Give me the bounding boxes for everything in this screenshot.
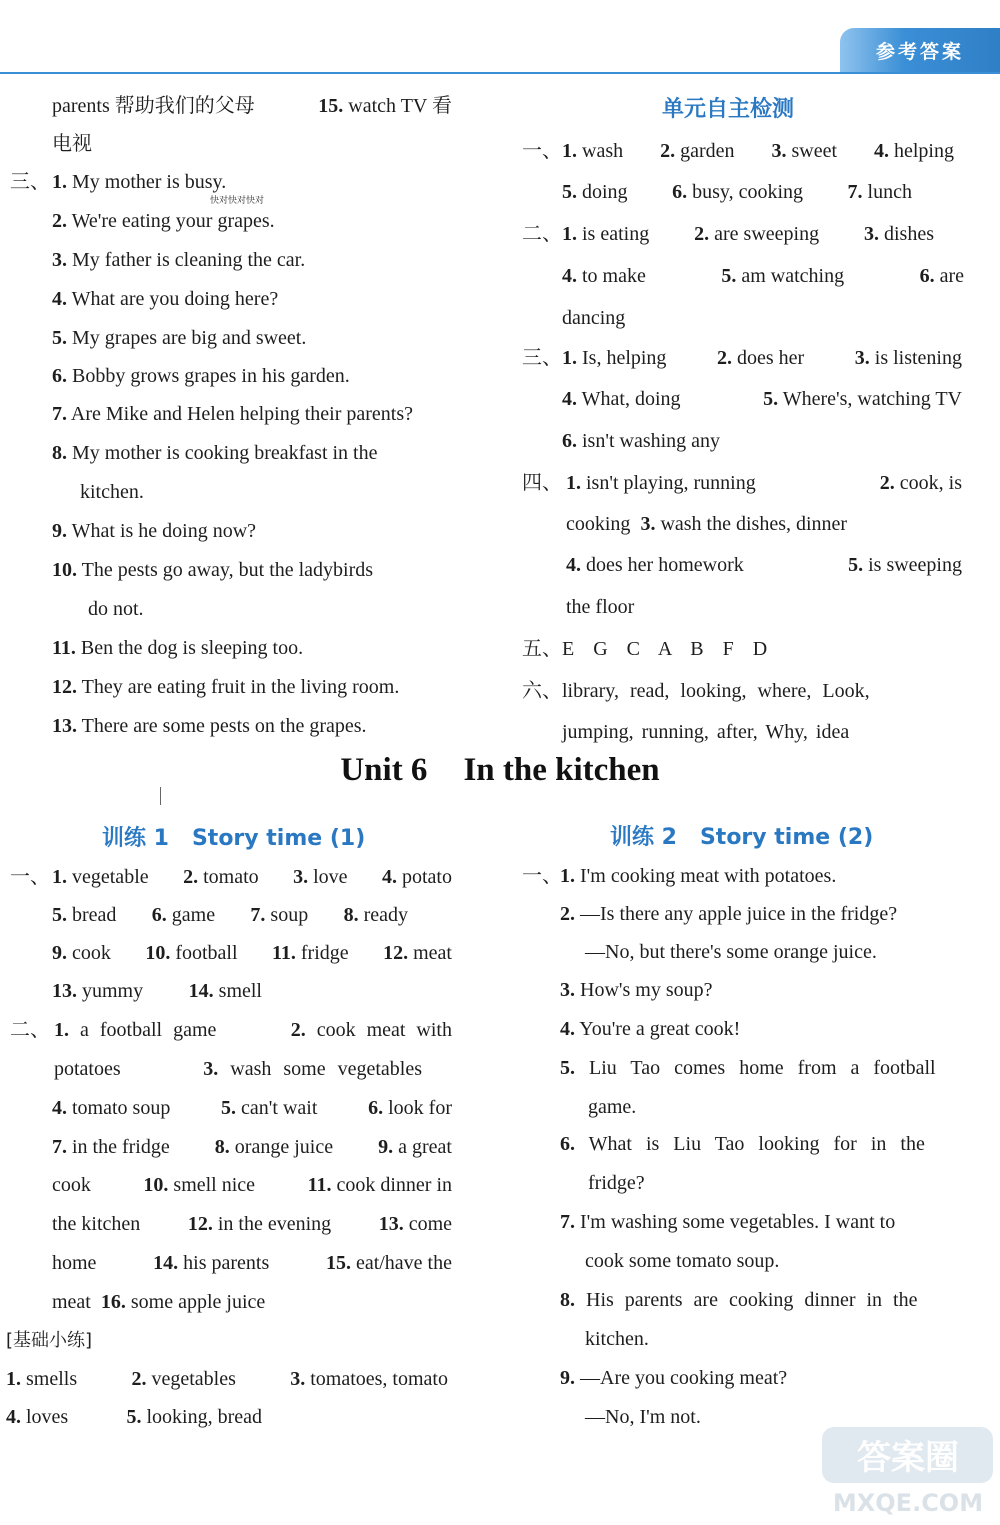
- left-item: 12. They are eating fruit in the living room.: [52, 676, 400, 698]
- unit-title: Unit 6 In the kitchen: [340, 752, 660, 788]
- training-1-heading: 训练 1 Story time (1): [102, 826, 366, 851]
- basic-practice-title: [基础小练]: [6, 1330, 93, 1351]
- right-item: 6. What is Liu Tao looking for in the: [560, 1133, 925, 1155]
- svg-text:答案圈: 答案圈: [857, 1438, 959, 1478]
- right-item: 1. I'm cooking meat with potatoes.: [560, 865, 837, 887]
- answer-row: 1. vegetable 2. tomato 3. love 4. potato: [52, 866, 452, 888]
- answer-row: 4. tomato soup 5. can't wait 6. look for: [52, 1097, 452, 1119]
- answer-row: meat 16. some apple juice: [52, 1291, 266, 1313]
- right-item-cont: game.: [588, 1096, 637, 1118]
- header-rule: [0, 72, 1000, 74]
- right-item: 9. —Are you cooking meat?: [560, 1367, 788, 1389]
- answer-row: 1. wash 2. garden 3. sweet 4. helping: [562, 140, 954, 162]
- right-item-cont: —No, but there's some orange juice.: [585, 941, 877, 963]
- left-line-1: parents 帮助我们的父母 15. watch TV 看: [52, 95, 452, 117]
- answer-row: the kitchen 12. in the evening 13. come: [52, 1213, 452, 1235]
- left-item-cont: do not.: [88, 598, 144, 620]
- answer-row: cook 10. smell nice 11. cook dinner in: [52, 1174, 452, 1196]
- right-item-cont: cook some tomato soup.: [585, 1250, 780, 1272]
- right-item: 3. How's my soup?: [560, 979, 713, 1001]
- answer-cont: the floor: [566, 596, 635, 618]
- left-item: 4. What are you doing here?: [52, 288, 279, 310]
- answer-row: 5. doing 6. busy, cooking 7. lunch: [562, 181, 912, 203]
- divider-tick: [160, 787, 161, 805]
- answer-row: cooking 3. wash the dishes, dinner: [566, 513, 848, 535]
- left-item: 5. My grapes are big and sweet.: [52, 327, 307, 349]
- training-2-heading: 训练 2 Story time (2): [610, 825, 874, 850]
- section-label-2: 二、: [522, 223, 562, 245]
- answer-row: 6. isn't washing any: [562, 430, 721, 452]
- answer-row: home 14. his parents 15. eat/have the: [52, 1252, 452, 1274]
- answer-row: 13. yummy 14. smell: [52, 980, 262, 1002]
- answer-row: library, read, looking, where, Look,: [562, 680, 870, 702]
- answer-row: 1. Is, helping 2. does her 3. is listening: [562, 347, 962, 369]
- left-item: 7. Are Mike and Helen helping their parents?: [52, 403, 414, 425]
- section-label-4: 四、: [522, 472, 562, 494]
- section-label-3: 三、: [10, 171, 50, 193]
- svg-text:MXQE.COM: MXQE.COM: [832, 1489, 984, 1517]
- answer-row: 7. in the fridge 8. orange juice 9. a great: [52, 1136, 452, 1158]
- answer-row: 1. a football game 2. cook meat with: [54, 1019, 452, 1041]
- left-item: 10. The pests go away, but the ladybirds: [52, 559, 374, 581]
- section-label-1: 一、: [522, 140, 562, 162]
- left-item: 6. Bobby grows grapes in his garden.: [52, 365, 350, 387]
- answer-row: 4. loves 5. looking, bread: [6, 1406, 262, 1428]
- answer-cont: dancing: [562, 307, 626, 329]
- right-item: 7. I'm washing some vegetables. I want to: [560, 1211, 896, 1233]
- answer-row: jumping, running, after, Why, idea: [562, 721, 850, 743]
- section-label-2: 二、: [10, 1019, 50, 1041]
- section-label-5: 五、: [522, 638, 562, 660]
- left-item: 3. My father is cleaning the car.: [52, 249, 306, 271]
- answer-row: potatoes 3. wash some vegetables: [54, 1058, 422, 1080]
- answer-row: 4. What, doing 5. Where's, watching TV: [562, 388, 962, 410]
- answer-row: 1. is eating 2. are sweeping 3. dishes: [562, 223, 934, 245]
- left-item: 11. Ben the dog is sleeping too.: [52, 637, 304, 659]
- right-item-cont: —No, I'm not.: [585, 1406, 701, 1428]
- watermark-logo: [820, 1425, 995, 1520]
- stamp-text: 快对快对快对: [210, 196, 265, 206]
- right-item: 4. You're a great cook!: [560, 1018, 741, 1040]
- left-item: 13. There are some pests on the grapes.: [52, 715, 367, 737]
- left-item: 8. My mother is cooking breakfast in the: [52, 442, 378, 464]
- section-label-1: 一、: [10, 866, 50, 888]
- left-item: 2. We're eating your grapes.: [52, 210, 275, 232]
- right-item: 5. Liu Tao comes home from a football: [560, 1057, 936, 1079]
- section-label-6: 六、: [522, 680, 562, 702]
- right-item-cont: kitchen.: [585, 1328, 649, 1350]
- left-item-cont: kitchen.: [80, 481, 144, 503]
- answer-row: 5. bread 6. game 7. soup 8. ready: [52, 904, 408, 926]
- answer-row: E G C A B F D: [562, 638, 768, 660]
- answer-key-tab: 参考答案: [840, 28, 1000, 72]
- left-item: 9. What is he doing now?: [52, 520, 257, 542]
- answer-row: 1. isn't playing, running 2. cook, is: [566, 472, 962, 494]
- right-item-cont: fridge?: [588, 1172, 645, 1194]
- right-item: 2. —Is there any apple juice in the fridge?: [560, 903, 898, 925]
- left-line-2: 电视: [52, 133, 92, 155]
- answer-row: 9. cook 10. football 11. fridge 12. meat: [52, 942, 452, 964]
- right-item: 8. His parents are cooking dinner in the: [560, 1289, 918, 1311]
- section-label-3: 三、: [522, 347, 562, 369]
- answer-row: 4. does her homework 5. is sweeping: [566, 554, 962, 576]
- left-item: 1. My mother is busy.: [52, 171, 227, 193]
- answer-row: 4. to make 5. am watching 6. are: [562, 265, 964, 287]
- unit-test-heading: 单元自主检测: [662, 97, 795, 122]
- answer-row: 1. smells 2. vegetables 3. tomatoes, tomato: [6, 1368, 448, 1390]
- section-label-1: 一、: [522, 865, 562, 887]
